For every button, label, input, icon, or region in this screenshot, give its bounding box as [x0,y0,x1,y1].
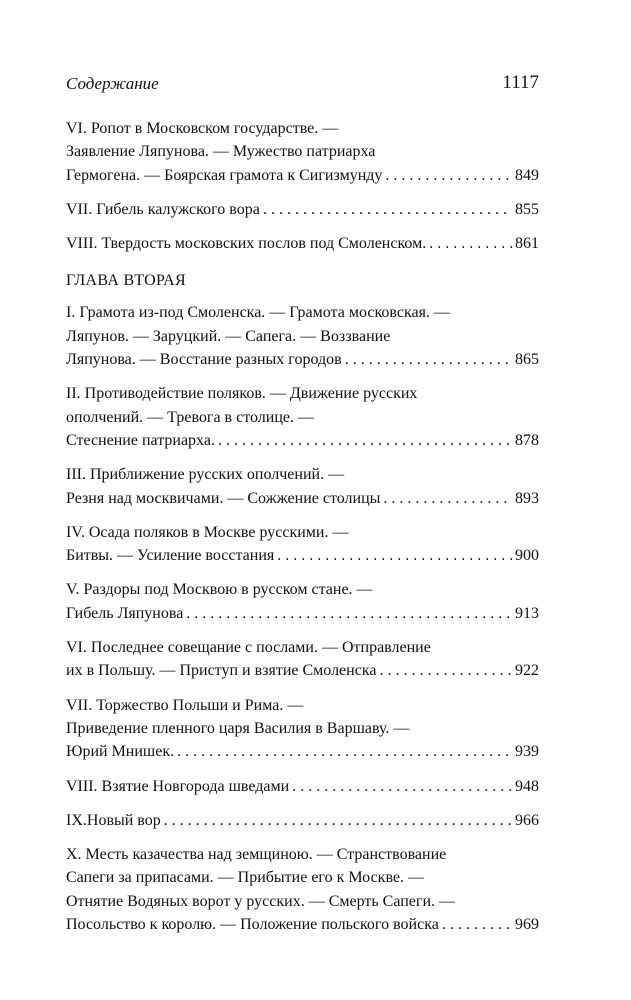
toc-entry-line: III. Приближение русских ополчений. — [66,466,345,484]
toc-entry [66,843,539,936]
toc-entry-page-number: 861 [515,235,539,253]
toc-entry-title: Битвы. — Усиление восстания [66,547,275,565]
toc-entry [66,232,539,255]
toc-entry-line: VI. Ропот в Московском государстве. — [66,120,339,137]
toc-entry-page-number: 878 [515,431,539,449]
toc-entry-line: V. Раздоры под Москвою в русском стане. — [66,581,373,599]
toc-entry [66,694,539,764]
toc-entry-line: Приведение пленного царя Василия в Варшаву. — [66,719,410,737]
toc-entry-last-line [66,544,539,567]
toc-entry [66,809,539,832]
running-head [66,74,539,98]
toc-entry-line: VII. Торжество Польши и Рима. — [66,696,304,714]
toc-entry-last-line [66,487,539,510]
toc-entry-page-number: 913 [515,604,539,622]
dot-leader [263,198,512,221]
toc-entry [66,382,539,452]
toc-section-chapter-two [66,301,539,936]
toc-section-previous-chapter [66,117,539,255]
toc-entry-line: Заявление Ляпунова. — Мужество патриарха [66,143,376,161]
toc-entry-title: Юрий Мнишек. [66,743,175,761]
toc-entry-page-number: 900 [515,547,539,565]
toc-entry-page-number: 855 [515,200,539,218]
toc-entry [66,301,539,371]
toc-entry-line: VI. Последнее совещание с послами. — Отправление [66,639,431,657]
toc-entry-page-number: 849 [515,166,539,184]
page-number: 1117 [502,72,539,93]
toc-entry-title: Гибель Ляпунова [66,604,184,622]
dot-leader [164,809,512,832]
dot-leader [379,659,512,682]
toc-entry-title: IX.Новый вор [66,811,161,829]
toc-entry [66,578,539,625]
toc-entry-last-line [66,602,539,625]
toc-entry-page-number: 865 [515,351,539,369]
toc-entry-line: II. Противодействие поляков. — Движение русских [66,385,418,403]
toc-entry [66,463,539,510]
toc-entry [66,775,539,798]
toc-entry [66,636,539,683]
table-of-contents [66,117,539,947]
toc-entry-page-number: 969 [515,916,539,934]
toc-entry-title: их в Польшу. — Приступ и взятие Смоленска [66,662,377,680]
toc-entry-line: Ляпунов. — Заруцкий. — Сапега. — Воззвание [66,327,391,345]
toc-entry-line: ополчений. — Тревога в столице. — [66,408,314,426]
toc-entry-page-number: 948 [515,777,539,795]
dot-leader [277,544,512,567]
toc-entry-last-line [66,775,539,798]
toc-entry-page-number: 893 [515,489,539,507]
toc-entry-page-number: 922 [515,662,539,680]
dot-leader [292,775,512,798]
toc-entry-line: Отнятие Водяных ворот у русских. — Смерть Сапеги. — [66,892,456,910]
toc-entry [66,117,539,187]
dot-leader [218,429,512,452]
toc-entry-page-number: 939 [515,743,539,761]
toc-entry-line: IV. Осада поляков в Москве русскими. — [66,523,349,541]
toc-entry [66,198,539,221]
dot-leader [429,232,512,255]
toc-entry-title: Ляпунова. — Восстание разных городов [66,351,342,369]
toc-entry-title: Резня над москвичами. — Сожжение столицы [66,489,381,507]
toc-entry-line: X. Месть казачества над земщиною. — Странствование [66,846,447,864]
toc-entry [66,521,539,568]
toc-entry-last-line [66,198,539,221]
running-head-title: Содержание [66,74,159,93]
toc-entry-last-line [66,164,539,187]
toc-entry-page-number: 966 [515,811,539,829]
dot-leader [186,602,512,625]
toc-entry-last-line [66,913,539,936]
dot-leader [345,348,512,371]
toc-entry-line: I. Грамота из-под Смоленска. — Грамота московская. — [66,304,450,322]
toc-entry-last-line [66,232,539,255]
toc-entry-last-line [66,659,539,682]
chapter-heading: ГЛАВА ВТОРАЯ [66,272,186,290]
dot-leader [385,164,512,187]
toc-entry-line: Сапеги за припасами. — Прибытие его к Москве. — [66,869,425,887]
toc-entry-last-line [66,348,539,371]
toc-entry-title: Стеснение патриарха. [66,431,215,449]
toc-entry-title: Гермогена. — Боярская грамота к Сигизмунду [66,166,383,184]
toc-entry-last-line [66,740,539,763]
toc-entry-title: VII. Гибель калужского вора [66,200,260,218]
dot-leader [383,487,512,510]
toc-entry-title: Посольство к королю. — Положение польского войска [66,916,439,934]
toc-entry-last-line [66,429,539,452]
toc-entry-title: VIII. Твердость московских послов под Смоленском. [66,235,427,253]
toc-entry-last-line [66,809,539,832]
dot-leader [442,913,512,936]
dot-leader [177,740,512,763]
toc-entry-title: VIII. Взятие Новгорода шведами [66,777,290,795]
